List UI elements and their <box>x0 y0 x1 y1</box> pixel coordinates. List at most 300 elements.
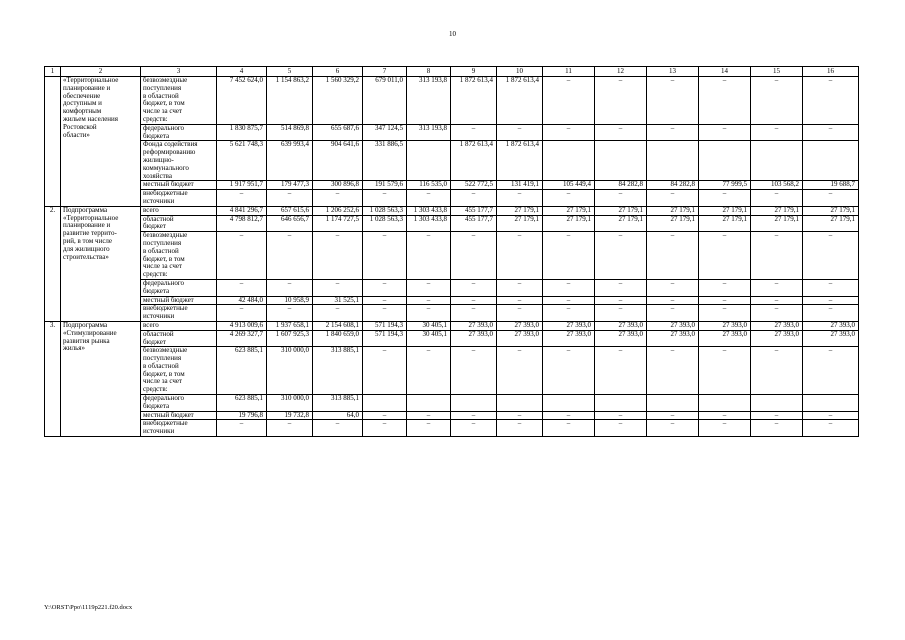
amount-cell: – <box>451 420 497 437</box>
amount-cell: 347 124,5 <box>363 124 407 141</box>
program-title-line: области» <box>63 130 90 139</box>
amount-cell: – <box>543 124 595 141</box>
program-title-line: «Территориальное <box>63 213 119 222</box>
amount-cell: – <box>595 347 647 395</box>
funding-source-cell <box>141 215 217 232</box>
amount-cell: 27 179,1 <box>751 215 803 232</box>
amount-cell: – <box>407 279 451 296</box>
column-number-cell: 12 <box>595 67 647 77</box>
funding-source-line: безвозмездные <box>143 76 188 84</box>
table-row <box>45 232 859 280</box>
program-title-line: жильем населения <box>63 114 119 123</box>
amount-cell: 27 393,0 <box>543 330 595 347</box>
amount-cell: – <box>543 279 595 296</box>
amount-cell: 1 303 433,8 <box>407 206 451 215</box>
amount-cell: – <box>699 124 751 141</box>
amount-cell: – <box>267 279 313 296</box>
funding-source-line: поступления <box>143 238 182 247</box>
column-number-cell: 13 <box>647 67 699 77</box>
column-number-cell: 10 <box>497 67 543 77</box>
program-title-line: доступным и <box>63 99 102 108</box>
amount-cell: 1 937 658,1 <box>267 321 313 330</box>
amount-cell: – <box>451 296 497 305</box>
amount-cell: – <box>267 305 313 322</box>
funding-source-line: бюджет, в том <box>143 254 185 263</box>
amount-cell <box>451 395 497 412</box>
amount-cell: – <box>497 279 543 296</box>
funding-source-line: средств: <box>143 114 168 123</box>
amount-cell: – <box>803 305 859 322</box>
amount-cell: 1 830 875,7 <box>217 124 267 141</box>
column-number-cell: 5 <box>267 67 313 77</box>
amount-cell: 1 917 951,7 <box>217 181 267 190</box>
amount-cell: 313 193,8 <box>407 77 451 125</box>
amount-cell: – <box>595 279 647 296</box>
amount-cell: – <box>451 232 497 280</box>
funding-source-line: числе за счет <box>143 377 182 386</box>
amount-cell: 27 179,1 <box>803 215 859 232</box>
column-number-cell: 6 <box>313 67 363 77</box>
program-title-cell <box>61 77 141 207</box>
amount-cell: – <box>647 77 699 125</box>
amount-cell <box>699 395 751 412</box>
amount-cell: 103 568,2 <box>751 181 803 190</box>
amount-cell: 655 687,6 <box>313 124 363 141</box>
funding-source-line: бюджет, в том <box>143 99 185 108</box>
amount-cell: 639 993,4 <box>267 141 313 181</box>
amount-cell: – <box>803 420 859 437</box>
header-row <box>45 67 859 77</box>
amount-cell: – <box>803 279 859 296</box>
funding-source-cell <box>141 206 217 215</box>
amount-cell: 30 405,1 <box>407 330 451 347</box>
funding-source-cell <box>141 77 217 125</box>
amount-cell: – <box>751 232 803 280</box>
amount-cell: – <box>451 347 497 395</box>
program-title-line: «Стимулирование <box>63 328 117 337</box>
amount-cell: – <box>699 305 751 322</box>
program-title-line: рий, в том числе <box>63 236 113 245</box>
amount-cell: – <box>543 347 595 395</box>
amount-cell: 514 869,8 <box>267 124 313 141</box>
amount-cell: – <box>407 232 451 280</box>
amount-cell: – <box>497 190 543 207</box>
amount-cell: 116 535,0 <box>407 181 451 190</box>
amount-cell: 455 177,7 <box>451 206 497 215</box>
amount-cell: 4 841 296,7 <box>217 206 267 215</box>
amount-cell: – <box>543 420 595 437</box>
amount-cell: – <box>217 232 267 280</box>
amount-cell: 657 615,6 <box>267 206 313 215</box>
funding-source-line: всего <box>143 321 159 329</box>
amount-cell: – <box>313 305 363 322</box>
amount-cell: – <box>803 77 859 125</box>
amount-cell: – <box>647 296 699 305</box>
table-row <box>45 321 859 330</box>
amount-cell: 313 885,1 <box>313 395 363 412</box>
amount-cell: – <box>267 420 313 437</box>
amount-cell: – <box>497 420 543 437</box>
table-row <box>45 330 859 347</box>
amount-cell: – <box>595 420 647 437</box>
amount-cell: – <box>451 124 497 141</box>
amount-cell: – <box>497 124 543 141</box>
amount-cell: 27 393,0 <box>451 330 497 347</box>
table-row <box>45 141 859 181</box>
amount-cell: – <box>595 411 647 420</box>
amount-cell: – <box>407 420 451 437</box>
funding-source-cell <box>141 190 217 207</box>
amount-cell: – <box>313 232 363 280</box>
amount-cell: – <box>699 347 751 395</box>
amount-cell: 331 886,5 <box>363 141 407 181</box>
amount-cell: 313 193,8 <box>407 124 451 141</box>
amount-cell: 1 154 863,2 <box>267 77 313 125</box>
amount-cell: 77 999,5 <box>699 181 751 190</box>
funding-source-cell <box>141 279 217 296</box>
table-row <box>45 190 859 207</box>
amount-cell <box>497 395 543 412</box>
amount-cell: 1 560 329,2 <box>313 77 363 125</box>
program-title-line: Подпрограмма <box>63 321 108 329</box>
funding-source-cell <box>141 296 217 305</box>
amount-cell <box>803 141 859 181</box>
column-number-cell: 9 <box>451 67 497 77</box>
amount-cell: 27 393,0 <box>699 321 751 330</box>
amount-cell <box>803 395 859 412</box>
funding-source-line: всего <box>143 206 159 214</box>
funding-source-line: областной <box>143 330 174 338</box>
program-title-line: Подпрограмма <box>63 206 108 214</box>
funding-source-cell <box>141 395 217 412</box>
amount-cell: 27 393,0 <box>543 321 595 330</box>
amount-cell: 27 393,0 <box>497 330 543 347</box>
column-number-cell: 1 <box>45 67 61 77</box>
amount-cell: – <box>751 124 803 141</box>
amount-cell: – <box>217 190 267 207</box>
funding-source-line: жилищно- <box>143 155 174 164</box>
amount-cell <box>407 395 451 412</box>
amount-cell <box>647 395 699 412</box>
amount-cell: – <box>313 420 363 437</box>
amount-cell: 191 579,6 <box>363 181 407 190</box>
amount-cell: – <box>751 279 803 296</box>
amount-cell: 571 194,3 <box>363 321 407 330</box>
amount-cell: – <box>647 347 699 395</box>
amount-cell: – <box>217 279 267 296</box>
funding-source-line: бюджета <box>143 131 170 140</box>
funding-source-line: источники <box>143 312 175 321</box>
amount-cell: 5 621 748,3 <box>217 141 267 181</box>
amount-cell: – <box>699 420 751 437</box>
amount-cell <box>363 395 407 412</box>
amount-cell: – <box>497 411 543 420</box>
column-number-cell: 14 <box>699 67 751 77</box>
program-title-line: для жилищного <box>63 244 110 253</box>
funding-source-line: поступления <box>143 83 182 92</box>
table-row <box>45 420 859 437</box>
page-number: 10 <box>449 30 456 38</box>
table-row <box>45 296 859 305</box>
funding-source-line: местный бюджет <box>143 180 194 189</box>
amount-cell: 1 028 563,3 <box>363 206 407 215</box>
amount-cell: – <box>497 232 543 280</box>
program-title-line: Ростовской <box>63 122 97 131</box>
amount-cell: – <box>647 305 699 322</box>
amount-cell <box>595 141 647 181</box>
amount-cell: 4 269 327,7 <box>217 330 267 347</box>
amount-cell: 131 419,1 <box>497 181 543 190</box>
budget-table <box>44 66 859 437</box>
table-row <box>45 411 859 420</box>
program-title-line: строительства» <box>63 252 109 261</box>
amount-cell: 1 840 659,0 <box>313 330 363 347</box>
table-row <box>45 347 859 395</box>
amount-cell: – <box>407 347 451 395</box>
amount-cell: – <box>751 77 803 125</box>
amount-cell: 4 798 812,7 <box>217 215 267 232</box>
amount-cell: – <box>803 296 859 305</box>
row-number-cell: 2. <box>45 206 61 321</box>
amount-cell: – <box>543 232 595 280</box>
amount-cell: – <box>751 420 803 437</box>
table-row <box>45 181 859 190</box>
amount-cell: – <box>407 305 451 322</box>
amount-cell: 571 194,3 <box>363 330 407 347</box>
column-number-cell: 4 <box>217 67 267 77</box>
amount-cell: 84 282,8 <box>595 181 647 190</box>
amount-cell: – <box>363 347 407 395</box>
amount-cell: – <box>543 296 595 305</box>
amount-cell: 455 177,7 <box>451 215 497 232</box>
funding-source-line: бюджет <box>143 337 166 346</box>
program-title-line: жилья» <box>63 344 85 353</box>
amount-cell: 313 885,1 <box>313 347 363 395</box>
program-title-line: обеспечение <box>63 91 101 100</box>
funding-source-cell <box>141 305 217 322</box>
amount-cell: – <box>363 420 407 437</box>
amount-cell: 19 688,7 <box>803 181 859 190</box>
amount-cell: – <box>647 124 699 141</box>
funding-source-line: в областной <box>143 361 179 370</box>
column-number-cell: 15 <box>751 67 803 77</box>
amount-cell: – <box>699 279 751 296</box>
funding-source-line: внебюджетные <box>143 304 188 313</box>
funding-source-line: поступления <box>143 354 182 363</box>
amount-cell: – <box>647 232 699 280</box>
funding-source-line: источники <box>143 427 175 436</box>
amount-cell: – <box>595 77 647 125</box>
amount-cell: – <box>699 232 751 280</box>
amount-cell <box>543 141 595 181</box>
amount-cell: 1 872 613,4 <box>451 77 497 125</box>
table-row <box>45 124 859 141</box>
amount-cell: 179 477,3 <box>267 181 313 190</box>
table-row <box>45 279 859 296</box>
funding-source-line: источники <box>143 196 175 205</box>
funding-source-line: бюджет, в том <box>143 369 185 378</box>
funding-source-line: федерального <box>143 124 185 132</box>
amount-cell: 19 732,8 <box>267 411 313 420</box>
amount-cell: 1 206 252,6 <box>313 206 363 215</box>
amount-cell: – <box>451 411 497 420</box>
funding-source-cell <box>141 330 217 347</box>
column-number-cell: 3 <box>141 67 217 77</box>
amount-cell: 27 393,0 <box>497 321 543 330</box>
program-title-cell <box>61 321 141 436</box>
funding-source-cell <box>141 232 217 280</box>
column-number-cell: 8 <box>407 67 451 77</box>
funding-source-line: безвозмездные <box>143 346 188 355</box>
amount-cell: – <box>699 296 751 305</box>
amount-cell: – <box>363 305 407 322</box>
amount-cell: – <box>497 296 543 305</box>
funding-source-cell <box>141 124 217 141</box>
column-number-cell: 7 <box>363 67 407 77</box>
amount-cell: 1 607 925,3 <box>267 330 313 347</box>
amount-cell <box>647 141 699 181</box>
amount-cell: 7 452 624,0 <box>217 77 267 125</box>
amount-cell: – <box>803 232 859 280</box>
funding-source-line: областной <box>143 215 174 223</box>
amount-cell: 105 449,4 <box>543 181 595 190</box>
amount-cell: 522 772,5 <box>451 181 497 190</box>
funding-source-line: коммунального <box>143 163 189 172</box>
amount-cell: 64,0 <box>313 411 363 420</box>
amount-cell: 27 393,0 <box>699 330 751 347</box>
amount-cell: – <box>803 411 859 420</box>
program-title-line: планирование и <box>63 83 111 92</box>
amount-cell: 310 000,0 <box>267 395 313 412</box>
amount-cell: 10 958,9 <box>267 296 313 305</box>
amount-cell: – <box>363 411 407 420</box>
amount-cell: 27 179,1 <box>595 206 647 215</box>
amount-cell: 27 179,1 <box>803 206 859 215</box>
amount-cell: 2 154 608,1 <box>313 321 363 330</box>
amount-cell: 30 405,1 <box>407 321 451 330</box>
amount-cell: – <box>543 305 595 322</box>
amount-cell: 646 656,7 <box>267 215 313 232</box>
amount-cell: – <box>595 190 647 207</box>
amount-cell: 42 484,0 <box>217 296 267 305</box>
amount-cell: – <box>647 411 699 420</box>
amount-cell: 27 179,1 <box>497 206 543 215</box>
amount-cell: 27 393,0 <box>647 330 699 347</box>
amount-cell: – <box>595 232 647 280</box>
table-row <box>45 305 859 322</box>
amount-cell: 19 796,8 <box>217 411 267 420</box>
funding-source-line: средств: <box>143 270 168 279</box>
funding-source-line: безвозмездные <box>143 231 188 240</box>
amount-cell: – <box>699 411 751 420</box>
amount-cell: – <box>497 305 543 322</box>
funding-source-line: федерального <box>143 279 185 287</box>
table-row <box>45 77 859 125</box>
amount-cell: – <box>751 305 803 322</box>
amount-cell: – <box>267 232 313 280</box>
amount-cell: – <box>751 347 803 395</box>
funding-source-line: хозяйства <box>143 171 172 180</box>
amount-cell: – <box>699 77 751 125</box>
column-number-cell: 11 <box>543 67 595 77</box>
funding-source-line: бюджета <box>143 401 170 410</box>
amount-cell: – <box>647 190 699 207</box>
amount-cell: – <box>217 420 267 437</box>
funding-source-line: средств: <box>143 385 168 394</box>
amount-cell: 27 393,0 <box>451 321 497 330</box>
amount-cell: – <box>751 190 803 207</box>
amount-cell: – <box>407 411 451 420</box>
funding-source-line: бюджета <box>143 286 170 295</box>
table-row <box>45 206 859 215</box>
footer-path: Y:\ORST\Ppo\1119p221.f20.docx <box>44 604 133 611</box>
amount-cell: – <box>647 420 699 437</box>
amount-cell: 31 525,1 <box>313 296 363 305</box>
amount-cell: – <box>803 347 859 395</box>
amount-cell: 27 393,0 <box>803 321 859 330</box>
funding-source-cell <box>141 141 217 181</box>
amount-cell: – <box>363 190 407 207</box>
funding-source-line: бюджет <box>143 222 166 231</box>
funding-source-line: внебюджетные <box>143 419 188 428</box>
amount-cell: 1 872 613,4 <box>497 77 543 125</box>
amount-cell: 27 179,1 <box>543 215 595 232</box>
amount-cell: – <box>497 347 543 395</box>
funding-source-line: в областной <box>143 246 179 255</box>
amount-cell: 310 000,0 <box>267 347 313 395</box>
amount-cell: 1 872 613,4 <box>497 141 543 181</box>
funding-source-cell <box>141 321 217 330</box>
amount-cell: 27 179,1 <box>751 206 803 215</box>
funding-source-line: внебюджетные <box>143 189 188 198</box>
funding-source-cell <box>141 411 217 420</box>
column-number-cell: 16 <box>803 67 859 77</box>
table-row <box>45 395 859 412</box>
amount-cell: – <box>363 232 407 280</box>
funding-source-cell <box>141 347 217 395</box>
amount-cell: 27 179,1 <box>647 215 699 232</box>
program-title-line: «Территориальное <box>63 76 119 84</box>
column-number-cell: 2 <box>61 67 141 77</box>
funding-source-line: местный бюджет <box>143 296 194 304</box>
amount-cell: 4 913 009,6 <box>217 321 267 330</box>
amount-cell: 679 011,0 <box>363 77 407 125</box>
amount-cell: 27 179,1 <box>543 206 595 215</box>
amount-cell: 27 179,1 <box>647 206 699 215</box>
amount-cell: 27 393,0 <box>595 321 647 330</box>
amount-cell <box>543 395 595 412</box>
program-title-line: развития рынка <box>63 336 110 345</box>
amount-cell: – <box>451 305 497 322</box>
amount-cell: 84 282,8 <box>647 181 699 190</box>
amount-cell: – <box>543 411 595 420</box>
amount-cell: – <box>543 190 595 207</box>
amount-cell: 27 393,0 <box>751 330 803 347</box>
funding-source-line: реформированию <box>143 148 196 157</box>
amount-cell: 1 174 727,5 <box>313 215 363 232</box>
amount-cell: 1 028 563,3 <box>363 215 407 232</box>
amount-cell: – <box>363 296 407 305</box>
amount-cell: 27 179,1 <box>497 215 543 232</box>
amount-cell: – <box>363 279 407 296</box>
amount-cell: – <box>647 279 699 296</box>
amount-cell: 623 885,1 <box>217 395 267 412</box>
amount-cell <box>595 395 647 412</box>
funding-source-line: федерального <box>143 394 185 403</box>
funding-source-cell <box>141 420 217 437</box>
amount-cell: – <box>407 190 451 207</box>
amount-cell: – <box>217 305 267 322</box>
